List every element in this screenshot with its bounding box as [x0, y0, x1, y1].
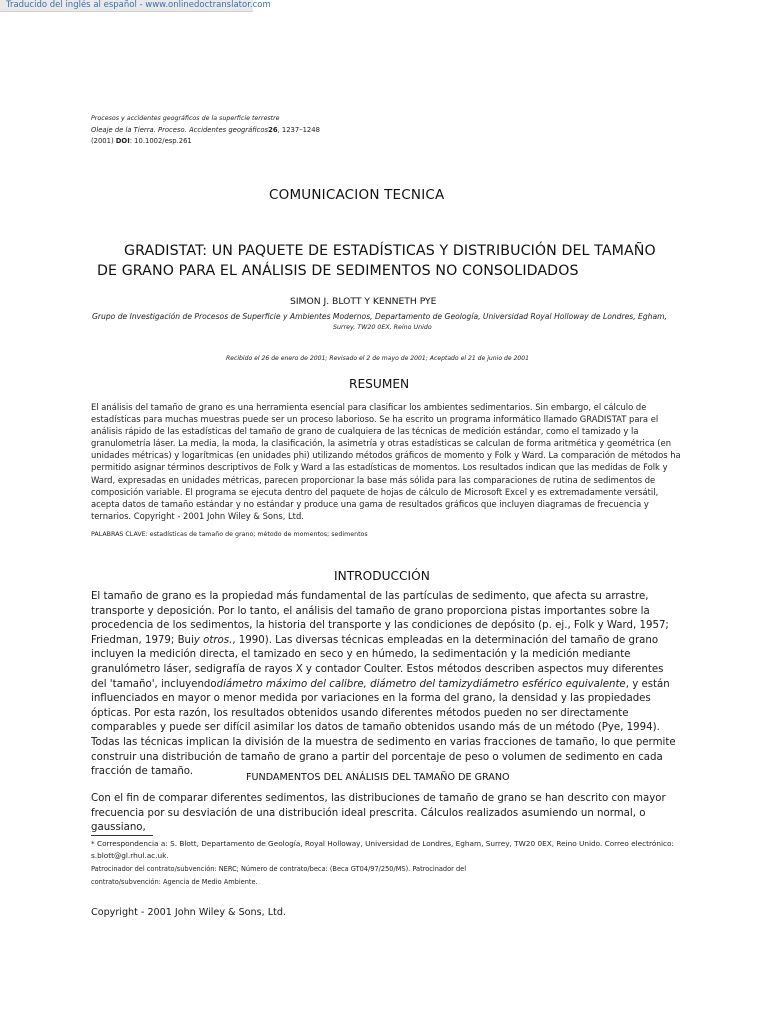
doi-value: : 10.1002/esp.261: [129, 137, 192, 145]
authors: SIMON J. BLOTT Y KENNETH PYE: [290, 296, 437, 307]
journal-volume: 26: [268, 126, 278, 134]
introduction-heading: INTRODUCCIÓN: [334, 569, 430, 583]
doi-label: DOI: [115, 137, 130, 145]
keywords: PALABRAS CLAVE: estadísticas de tamaño de grano; método de momentos; sedimentos: [91, 531, 368, 538]
affiliation-line-1: Grupo de Investigación de Procesos de Superficie y Ambientes Modernos, Departamento de Geología, Universidad Royal Holloway de Londres, Egham,: [92, 312, 667, 321]
fundamentals-heading: FUNDAMENTOS DEL ANÁLISIS DEL TAMAÑO DE GRANO: [246, 772, 510, 783]
footnote-sponsor-line-2: contrato/subvención: Agencia de Medio Ambiente.: [91, 878, 258, 886]
paper-title-line-1: GRADISTAT: UN PAQUETE DE ESTADÍSTICAS Y DISTRIBUCIÓN DEL TAMAÑO: [124, 243, 656, 259]
intro-text-c: , y están influenciados en mayor o menor medida por variaciones en la forma del grano, la densidad y las propiedades ópticas. Por esta razón, los resultados obtenidos usando diferentes métodos pueden no ser directamente comparables y puede ser difícil asimilar los datos de tamaño obtenidos usando más de un método (Pye, 1994). Todas las técnicas implican la división de la muestra de sedimento en varias fracciones de tamaño, lo que permite construir una distribución de tamaño de grano a partir del porcentaje de peso o volumen de sedimento en cada fracción de tamaño.: [91, 678, 676, 778]
intro-emph-diameters: diámetro máximo del calibre, diámetro del tamiz: [216, 678, 467, 690]
abstract-text: El análisis del tamaño de grano es una herramienta esencial para clasificar los ambientes sedimentarios. Sin embargo, el cálculo de estadísticas para muchas muestras puede ser un proceso laborioso. Se ha escrito un programa informático llamado GRADISTAT para el análisis rápido de las estadísticas del tamaño de grano de cualquiera de las técnicas de medición estándar, como el tamizado y la granulometría láser. La media, la moda, la clasificación, la asimetría y otras estadísticas se calculan de forma aritmética y geométrica (en unidades métricas) y logarítmicas (en unidades phi) utilizando métodos gráficos de momento y Folk y Ward. La comparación de métodos ha permitido asignar términos descriptivos de Folk y Ward a las estadísticas de momentos. Los resultados indican que las medidas de Folk y Ward, expresadas en unidades métricas, parecen proporcionar la base más sólida para las comparaciones de rutina de sedimentos de composición variable. El programa se ejecuta dentro del paquete de hojas de cálculo de Microsoft Excel y es extremadamente versátil, acepta datos de tamaño estándar y no estándar y produce una gama de resultados gráficos que incluyen diagramas de frecuencia y ternarios. Copyright - 2001 John Wiley & Sons, Ltd.: [91, 402, 681, 521]
copyright-notice: Copyright - 2001 John Wiley & Sons, Ltd.: [91, 907, 286, 918]
footnote-divider: [91, 835, 153, 836]
translator-bar-text[interactable]: Traducido del inglés al español - www.onlinedoctranslator.com: [6, 0, 271, 10]
abstract-heading: RESUMEN: [349, 377, 410, 391]
introduction-paragraph: [91, 590, 681, 780]
paper-title-line-2: DE GRANO PARA EL ANÁLISIS DE SEDIMENTOS NO CONSOLIDADOS: [97, 263, 579, 279]
journal-name: Oleaje de la Tierra. Proceso. Accidentes geográficos: [91, 126, 269, 134]
affiliation-line-2: Surrey, TW20 0EX, Reino Unido: [333, 324, 432, 331]
section-label: COMUNICACION TECNICA: [269, 187, 445, 203]
received-dates: Recibido el 26 de enero de 2001; Revisado el 2 de mayo de 2001; Aceptado el 21 de junio de 2001: [226, 355, 530, 362]
footnote-correspondence: * Correspondencia a: S. Blott, Departamento de Geología, Royal Holloway, Universidad de Londres, Egham, Surrey, TW20 0EX, Reino Unido. Correo electrónico: s.blott@gl.rhul.ac.uk.: [91, 839, 674, 860]
intro-text-y: y: [466, 678, 473, 690]
intro-text-a: El tamaño de grano es la propiedad más fundamental de las partículas de sedimento, que afecta su arrastre, transporte y deposición. Por lo tanto, el análisis del tamaño de grano proporciona pistas importantes sobre la procedencia de los sedimentos, la historia del transporte y las condiciones de depósito (p. ej., Folk y Ward, 1957; Friedman, 1979; Bui: [91, 591, 669, 646]
translator-bar[interactable]: [0, 0, 271, 12]
journal-year: (2001): [91, 137, 114, 145]
journal-citation: [91, 126, 320, 134]
footnote-sponsor-line-1: Patrocinador del contrato/subvención: NERC; Número de contrato/beca: (Beca GT04/97/250/MS). Patrocinador del: [91, 865, 467, 873]
fundamentals-paragraph: Con el fin de comparar diferentes sedimentos, las distribuciones de tamaño de grano se han descrito con mayor frecuencia por su desviación de una distribución ideal prescrita. Cálculos realizados asumiendo un normal, o gaussiano,: [91, 793, 666, 834]
journal-doi: [91, 137, 192, 145]
journal-series: Procesos y accidentes geográficos de la superficie terrestre: [91, 115, 280, 122]
intro-emph-spherical: diámetro esférico equivalente: [472, 678, 626, 690]
journal-pages: , 1237–1248: [277, 126, 320, 134]
intro-text-b: , 1990). Las diversas técnicas empleadas en la determinación del tamaño de grano incluyen la medición directa, el tamizado en seco y en húmedo, la sedimentación y la medición mediante granulómetro láser, sedigrafía de rayos X y contador Coulter. Estos métodos describen aspectos muy diferentes del 'tamaño', incluyendo: [91, 634, 664, 690]
intro-emph-et-al: y otros.: [193, 634, 233, 646]
